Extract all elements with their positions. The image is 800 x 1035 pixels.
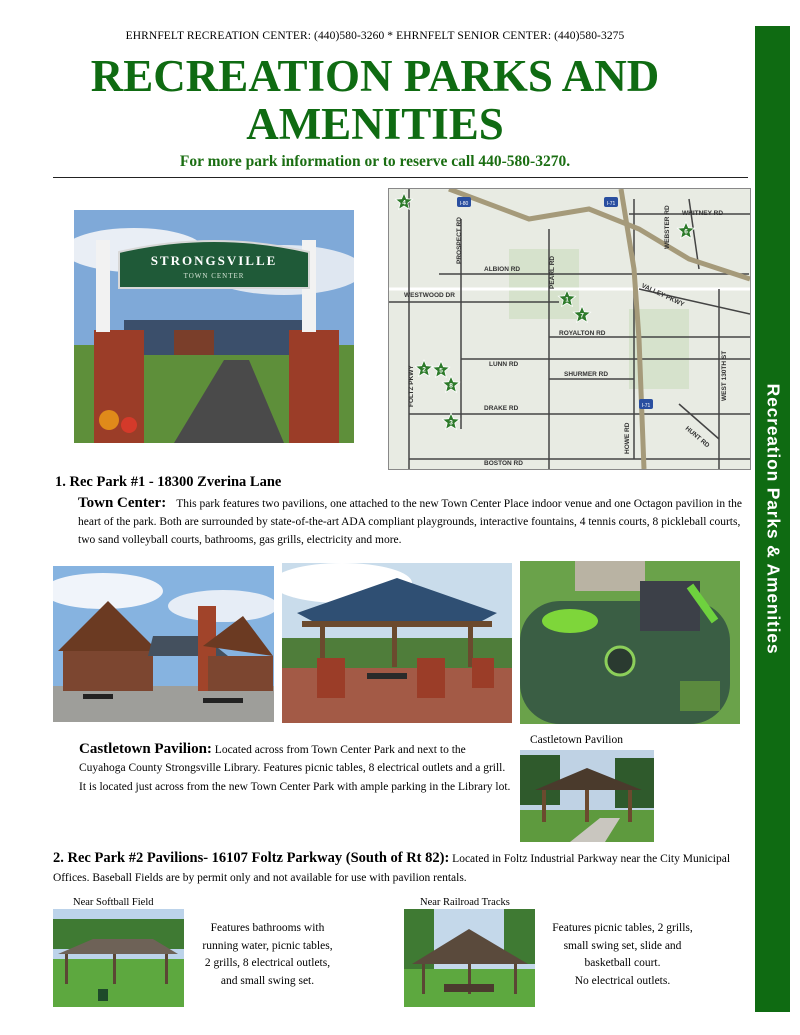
sidebar-label: Recreation Parks & Amenities [763,383,783,655]
highway-shield [639,399,653,409]
park-marker-label: 5 [439,367,443,375]
highway-shield [457,197,471,207]
castletown-pavilion-photo [520,750,654,842]
road-label: LUNN RD [489,361,519,368]
park-marker-label: 6 [684,228,688,236]
park-marker-label: 4 [402,199,406,207]
road-label: PROSPECT RD [456,217,463,264]
railroad-features [540,920,705,990]
svg-text:I-71: I-71 [606,201,616,207]
road-label: WEBSTER RD [664,205,671,249]
softball-features [185,920,350,990]
road-label: WESTWOOD DR [404,292,455,299]
parks-location-map [388,188,751,470]
title-line-1: RECREATION PARKS AND [90,51,660,101]
svg-text:I-71: I-71 [641,403,651,409]
castletown-body: Located across from Town Center Park and next to the Cuyahoga County Strongsville Library. Features picnic tables, 8 electrical outlets and a grill. It is located just across from the new Town Center Park with ample parking in the Library lot. [79,744,511,793]
playground-aerial-photo [520,561,740,724]
page-subtitle: For more park information or to reserve call 440-580-3270. [179,153,571,170]
feature-line: and small swing set. [220,974,315,987]
town-center-lead: Town Center: [78,495,167,511]
park-marker-label: 3 [449,419,453,427]
sign-sub: TOWN CENTER [183,272,245,280]
section-2-description [53,849,743,888]
softball-pavilion-photo [53,909,184,1007]
feature-line: No electrical outlets. [574,974,671,987]
road-label: ALBION RD [484,266,521,273]
castletown-caption: Castletown Pavilion [530,734,623,746]
octagon-pavilion-photo [282,563,512,723]
town-center-body: This park features two pavilions, one attached to the new Town Center Place indoor venue and one Octagon pavilion in the heart of the park. Both are surrounded by state-of-the-art ADA compliant playgrounds, interactive fountains, 4 tennis courts, 8 pickleball courts, two sand volleyball courts, bathrooms, gas grills, electricity and more. [78,498,743,546]
feature-line: 2 grills, 8 electrical outlets, [204,957,331,970]
contact-line: EHRNFELT RECREATION CENTER: (440)580-3260 * EHRNFELT SENIOR CENTER: (440)580-3275 [125,30,625,42]
softball-caption: Near Softball Field [73,897,154,908]
sign-name: STRONGSVILLE [150,253,278,268]
castletown-lead: Castletown Pavilion: [79,741,212,757]
town-center-place-photo [53,566,274,722]
feature-line: small swing set, slide and [563,939,682,952]
feature-line: Features picnic tables, 2 grills, [552,922,693,934]
sidebar-banner [755,26,790,1012]
feature-line: running water, picnic tables, [202,939,333,952]
road-label: FOLTZ PKWY [408,365,415,407]
feature-line: Features bathrooms with [210,922,325,934]
park-marker-label: 8 [449,382,453,390]
title-line-2: AMENITIES [246,99,504,149]
town-center-entrance-photo [74,210,354,443]
road-label: PEARL RD [549,255,556,289]
park-marker-label: 1 [565,296,569,304]
road-label: VALLEY PKWY [640,282,686,309]
road-label: SHURMER RD [564,371,609,378]
road-label: HOWE RD [624,422,631,454]
road-label: WHITNEY RD [682,210,724,217]
page-title [0,52,750,148]
section-1-heading: 1. Rec Park #1 - 18300 Zverina Lane [55,474,282,490]
highway-shield [604,197,618,207]
section-2-heading: 2. Rec Park #2 Pavilions- 16107 Foltz Parkway (South of Rt 82): [53,850,450,866]
railroad-pavilion-photo [404,909,535,1007]
road-label: BOSTON RD [484,460,523,467]
park-marker-label: 7 [580,312,584,320]
header-divider [53,177,748,178]
section-2-body: Located in Foltz Industrial Parkway near the City Municipal Offices. Baseball Fields are by permit only and not available for use with pavilion rentals. [53,853,731,884]
feature-line: basketball court. [584,957,661,970]
park-marker-label: 2 [422,366,426,374]
section-1-description [78,494,743,549]
railroad-caption: Near Railroad Tracks [420,897,510,908]
svg-text:I-80: I-80 [459,201,469,207]
road-label: DRAKE RD [484,405,519,412]
road-label: WEST 130TH ST [721,350,728,401]
castletown-description [79,740,514,796]
road-label: HUNT RD [683,425,711,450]
road-label: ROYALTON RD [559,330,606,337]
